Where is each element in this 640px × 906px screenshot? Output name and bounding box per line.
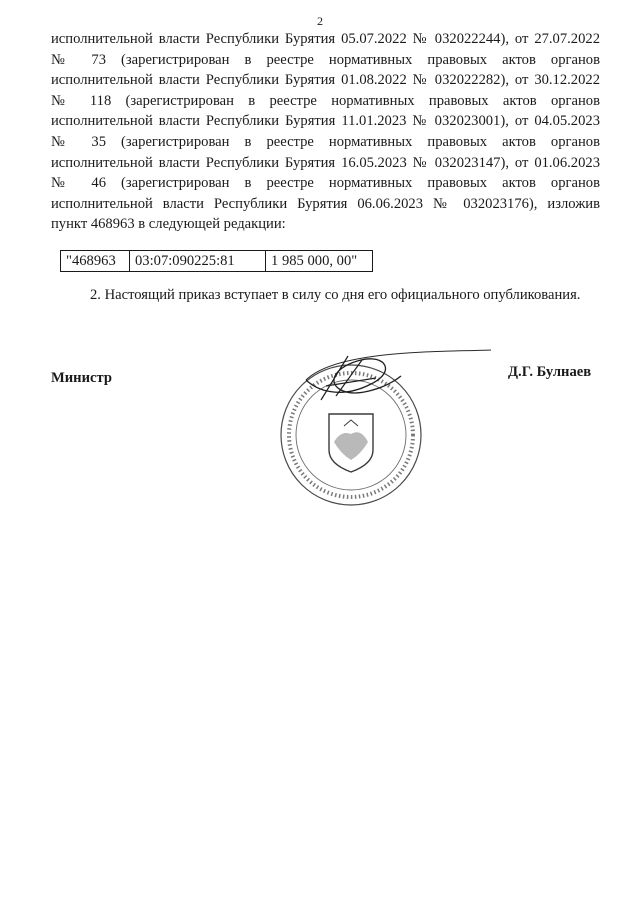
emblem-figure-icon bbox=[334, 432, 368, 460]
body-line: исполнительной власти Республики Бурятия 01.08.2022 № 032022282), от 30.12.2022 bbox=[51, 72, 600, 89]
value-cell: 1 985 000, 00" bbox=[266, 251, 373, 272]
official-seal-icon bbox=[266, 342, 496, 512]
signatory-name: Д.Г. Булнаев bbox=[508, 364, 592, 380]
signature-stroke bbox=[306, 359, 401, 393]
body-line: исполнительной власти Республики Бурятия 06.06.2023 № 032023176), изложив bbox=[51, 195, 600, 212]
body-line: № 46 (зарегистрирован в реестре нормативных правовых актов органов bbox=[51, 175, 600, 192]
body-line: исполнительной власти Республики Бурятия 05.07.2022 № 032022244), от 27.07.2022 bbox=[51, 31, 600, 47]
body-line: № 73 (зарегистрирован в реестре нормативных правовых актов органов bbox=[51, 51, 600, 68]
signature-stroke bbox=[306, 350, 491, 380]
body-paragraph bbox=[51, 29, 600, 235]
table-row bbox=[61, 251, 373, 272]
body-line: исполнительной власти Республики Бурятия 11.01.2023 № 032023001), от 04.05.2023 bbox=[51, 113, 600, 130]
page-number: 2 bbox=[317, 14, 323, 28]
body-line: № 35 (зарегистрирован в реестре нормативных правовых актов органов bbox=[51, 133, 600, 150]
cadastral-number-cell: 03:07:090225:81 bbox=[130, 251, 266, 272]
body-line: исполнительной власти Республики Бурятия 16.05.2023 № 032023147), от 01.06.2023 bbox=[51, 154, 600, 171]
clause-2: 2. Настоящий приказ вступает в силу со дня его официального опубликования. bbox=[90, 287, 581, 303]
body-line: пункт 468963 в следующей редакции: bbox=[51, 216, 286, 233]
signatory-position: Министр bbox=[51, 370, 112, 386]
body-line: № 118 (зарегистрирован в реестре нормативных правовых актов органов bbox=[51, 92, 600, 109]
amendment-table bbox=[60, 250, 373, 272]
emblem-crown-icon bbox=[344, 420, 358, 426]
item-number-cell: "468963 bbox=[61, 251, 130, 272]
